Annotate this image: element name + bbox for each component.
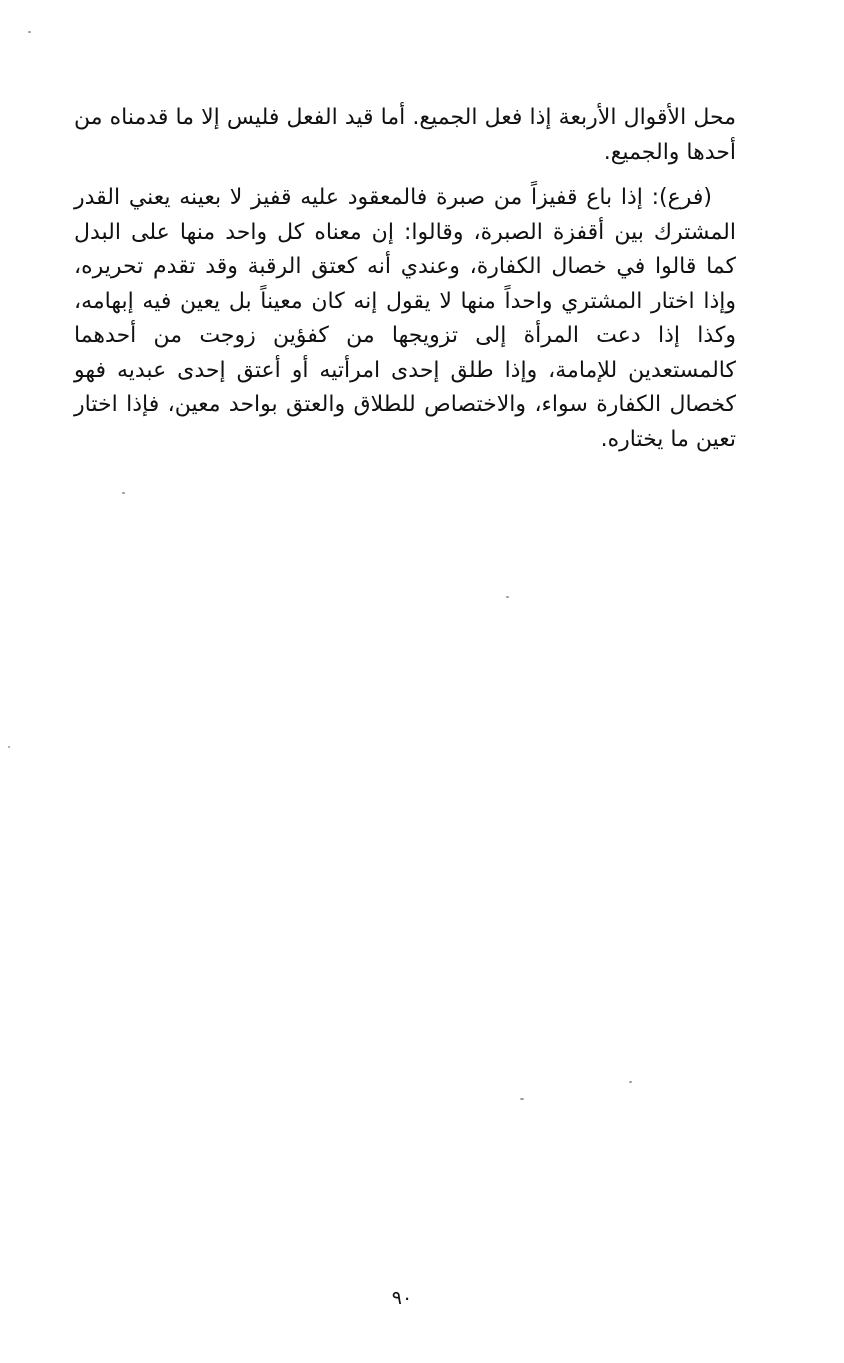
scan-speck: [28, 31, 31, 33]
paragraph-branch: (فرع): إذا باع قفيزاً من صبرة فالمعقود عليه قفيز لا بعينه يعني القدر المشترك بين أقفزة الصبرة، وقالوا: إن معناه كل واحد منها على البدل كما قالوا في خصال الكفارة، وعندي أنه كعتق الرقبة وقد تقدم تحريره، وإذا اختار المشتري واحداً منها لا يقول إنه كان معيناً بل يعين فيه إبهامه، وكذا إذا دعت المرأة إلى تزويجها من كفؤين زوجت من أحدهما كالمستعدين للإمامة، وإذا طلق إحدى امرأتيه أو أعتق إحدى عبديه فهو كخصال الكفارة سواء، والاختصاص للطلاق والعتق بواحد معين، فإذا اختار تعين ما يختاره.: [74, 185, 736, 452]
scan-speck: [629, 1081, 632, 1083]
scan-speck: [8, 746, 10, 748]
body-text: [74, 101, 736, 457]
page-number: ٩٠: [391, 1287, 413, 1309]
scan-speck: [122, 492, 125, 494]
paragraph-intro: محل الأقوال الأربعة إذا فعل الجميع. أما قيد الفعل فليس إلا ما قدمناه من أحدها والجميع.: [74, 105, 736, 165]
scan-speck: [520, 1098, 524, 1100]
scan-speck: [506, 596, 509, 598]
